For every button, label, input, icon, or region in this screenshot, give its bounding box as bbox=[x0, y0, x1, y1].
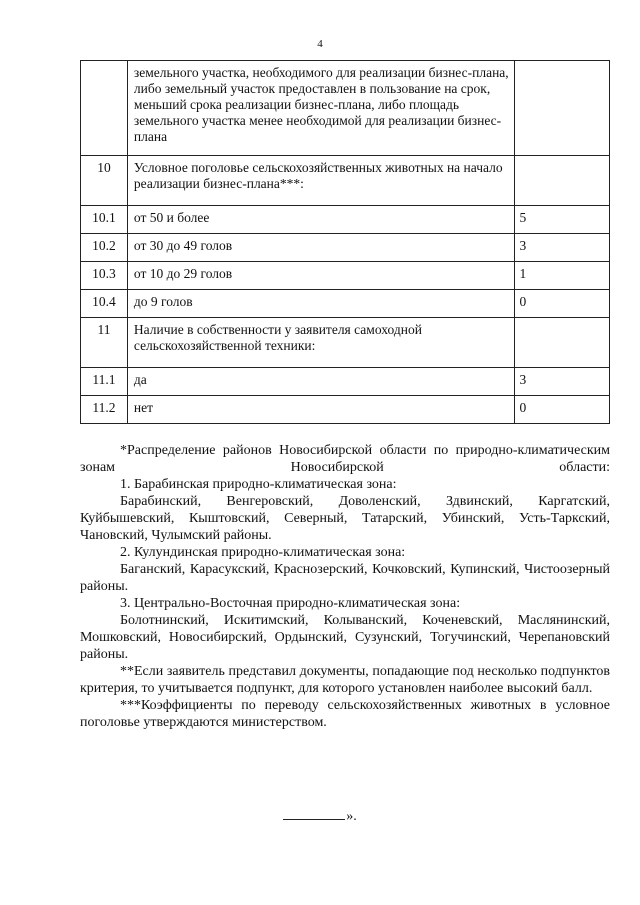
row-score: 0 bbox=[515, 396, 610, 424]
table-row bbox=[81, 234, 610, 262]
table-row bbox=[81, 206, 610, 234]
row-description: от 10 до 29 голов bbox=[127, 262, 515, 290]
row-number: 10.3 bbox=[81, 262, 128, 290]
footnotes bbox=[80, 442, 610, 731]
row-score: 0 bbox=[515, 290, 610, 318]
row-description: от 50 и более bbox=[127, 206, 515, 234]
table-row bbox=[81, 396, 610, 424]
row-number: 10 bbox=[81, 156, 128, 206]
row-score: 3 bbox=[515, 368, 610, 396]
row-number: 10.2 bbox=[81, 234, 128, 262]
row-score: 3 bbox=[515, 234, 610, 262]
row-description: нет bbox=[127, 396, 515, 424]
table-row bbox=[81, 368, 610, 396]
zone-3-title: 3. Центрально-Восточная природно-климатическая зона: bbox=[120, 596, 461, 611]
row-score: 5 bbox=[515, 206, 610, 234]
row-score bbox=[515, 156, 610, 206]
note-zone-distribution: *Распределение районов Новосибирской области по природно-климатическим зонам Новосибирской области: bbox=[80, 443, 610, 475]
row-score: 1 bbox=[515, 262, 610, 290]
zone-1-districts: Барабинский, Венгеровский, Доволенский, Здвинский, Каргатский, Куйбышевский, Кыштовский, Северный, Татарский, Убинский, Усть-Таркский, Чановский, Чулымский районы. bbox=[80, 494, 610, 543]
row-description: да bbox=[127, 368, 515, 396]
table-row bbox=[81, 61, 610, 156]
row-number: 11 bbox=[81, 318, 128, 368]
row-number: 10.1 bbox=[81, 206, 128, 234]
note-livestock-coefficients: ***Коэффициенты по переводу сельскохозяйственных животных в условное поголовье утверждаются министерством. bbox=[80, 698, 610, 730]
zone-2-districts: Баганский, Карасукский, Краснозерский, Кочковский, Купинский, Чистоозерный районы. bbox=[80, 562, 610, 594]
note-multiple-subitems: **Если заявитель представил документы, попадающие под несколько подпунктов критерия, то учитывается подпункт, для которого установлен наиболее высокий балл. bbox=[80, 664, 610, 696]
row-description: от 30 до 49 голов bbox=[127, 234, 515, 262]
row-number: 10.4 bbox=[81, 290, 128, 318]
row-number: 11.2 bbox=[81, 396, 128, 424]
zone-2-title: 2. Кулундинская природно-климатическая зона: bbox=[120, 545, 406, 560]
zone-1-title: 1. Барабинская природно-климатическая зона: bbox=[120, 477, 397, 492]
row-score bbox=[515, 318, 610, 368]
row-number bbox=[81, 61, 128, 156]
table-row bbox=[81, 290, 610, 318]
closing-quote: ». bbox=[346, 809, 357, 824]
page-number: 4 bbox=[317, 38, 323, 50]
criteria-table-body bbox=[81, 61, 610, 424]
row-description: земельного участка, необходимого для реализации бизнес-плана, либо земельный участок предоставлен в пользование на срок, меньший срока реализации бизнес-плана, либо площадь земельного участка менее необходимой для реализации бизнес-плана bbox=[127, 61, 515, 156]
row-number: 11.1 bbox=[81, 368, 128, 396]
table-row bbox=[81, 318, 610, 368]
row-score bbox=[515, 61, 610, 156]
signature-line bbox=[283, 807, 345, 820]
row-description: до 9 голов bbox=[127, 290, 515, 318]
row-description: Условное поголовье сельскохозяйственных животных на начало реализации бизнес-плана***: bbox=[127, 156, 515, 206]
criteria-table bbox=[80, 60, 610, 424]
row-description: Наличие в собственности у заявителя самоходной сельскохозяйственной техники: bbox=[127, 318, 515, 368]
zone-3-districts: Болотнинский, Искитимский, Колыванский, Коченевский, Маслянинский, Мошковский, Новосибирский, Ордынский, Сузунский, Тогучинский, Черепановский районы. bbox=[80, 613, 610, 662]
closing-mark bbox=[0, 807, 640, 825]
table-row bbox=[81, 262, 610, 290]
table-row bbox=[81, 156, 610, 206]
